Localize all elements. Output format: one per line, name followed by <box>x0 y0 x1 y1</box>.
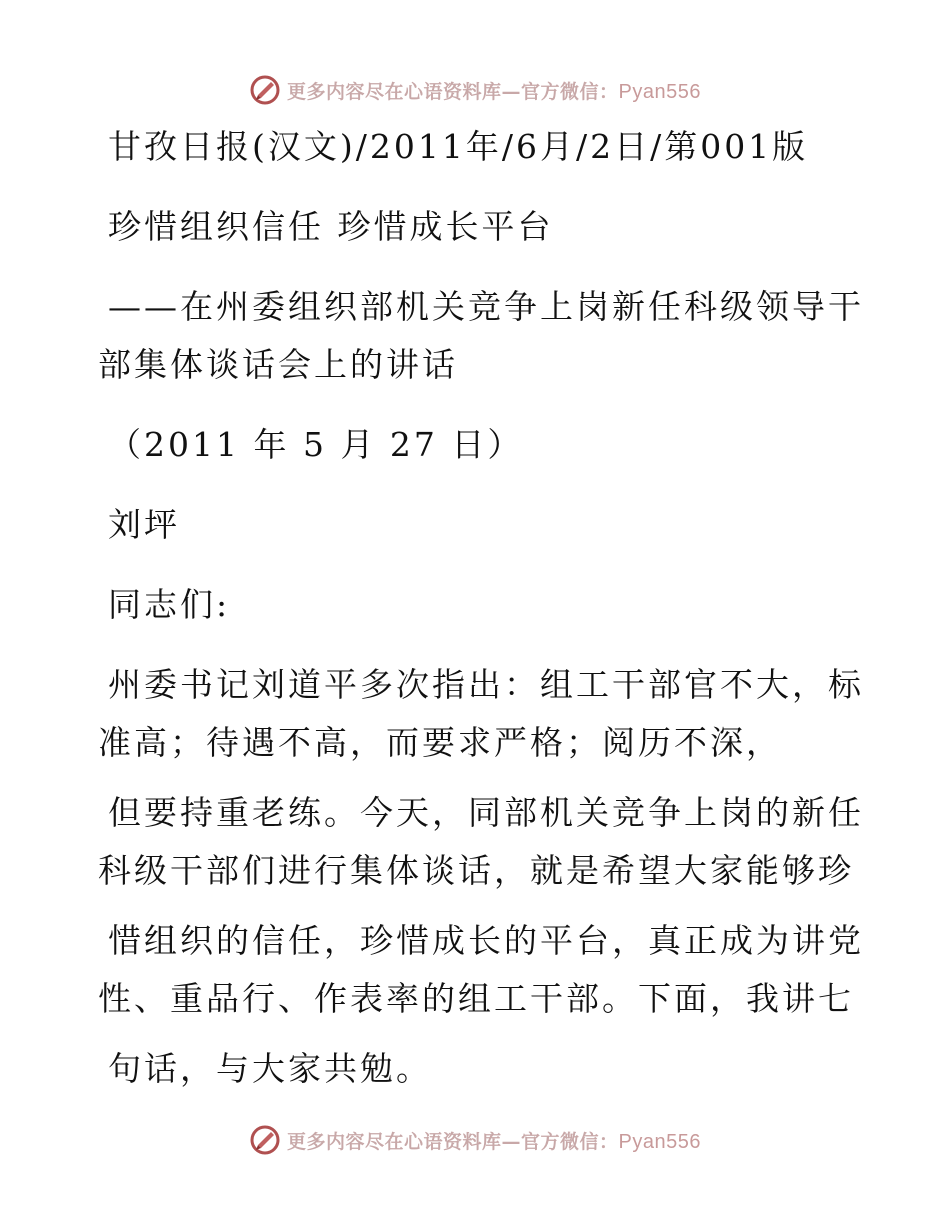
watermark-header <box>0 70 950 110</box>
watermark-footer <box>0 1120 950 1160</box>
brand-logo-icon <box>249 1124 281 1156</box>
source-line: 甘孜日报(汉文)/2011年/6月/2日/第001版 <box>108 127 809 166</box>
paragraph-line: 科级干部们进行集体谈话，就是希望大家能够珍 <box>98 851 854 890</box>
article-subtitle-line-1: ——在州委组织部机关竞争上岗新任科级领导干 <box>108 287 864 326</box>
article-date: （2011 年 5 月 27 日） <box>108 425 524 464</box>
paragraph-line: 性、重品行、作表率的组工干部。下面，我讲七 <box>98 979 854 1018</box>
document-body <box>98 118 864 1098</box>
salutation: 同志们: <box>108 585 231 624</box>
paragraph-line: 准高；待遇不高，而要求严格；阅历不深， <box>98 723 782 762</box>
paragraph-line: 句话，与大家共勉。 <box>108 1049 432 1088</box>
paragraph-line: 州委书记刘道平多次指出：组工干部官不大，标 <box>108 665 864 704</box>
watermark-text: 更多内容尽在心语资料库—官方微信：Pyan556 <box>287 80 701 103</box>
article-subtitle-line-2: 部集体谈话会上的讲话 <box>98 345 458 384</box>
paragraph-line: 但要持重老练。今天，同部机关竞争上岗的新任 <box>108 793 864 832</box>
article-title: 珍惜组织信任 珍惜成长平台 <box>108 207 554 246</box>
article-author: 刘坪 <box>108 505 180 544</box>
brand-logo-icon <box>249 74 281 106</box>
paragraph-line: 惜组织的信任，珍惜成长的平台，真正成为讲党 <box>108 921 864 960</box>
watermark-text: 更多内容尽在心语资料库—官方微信：Pyan556 <box>287 1130 701 1153</box>
